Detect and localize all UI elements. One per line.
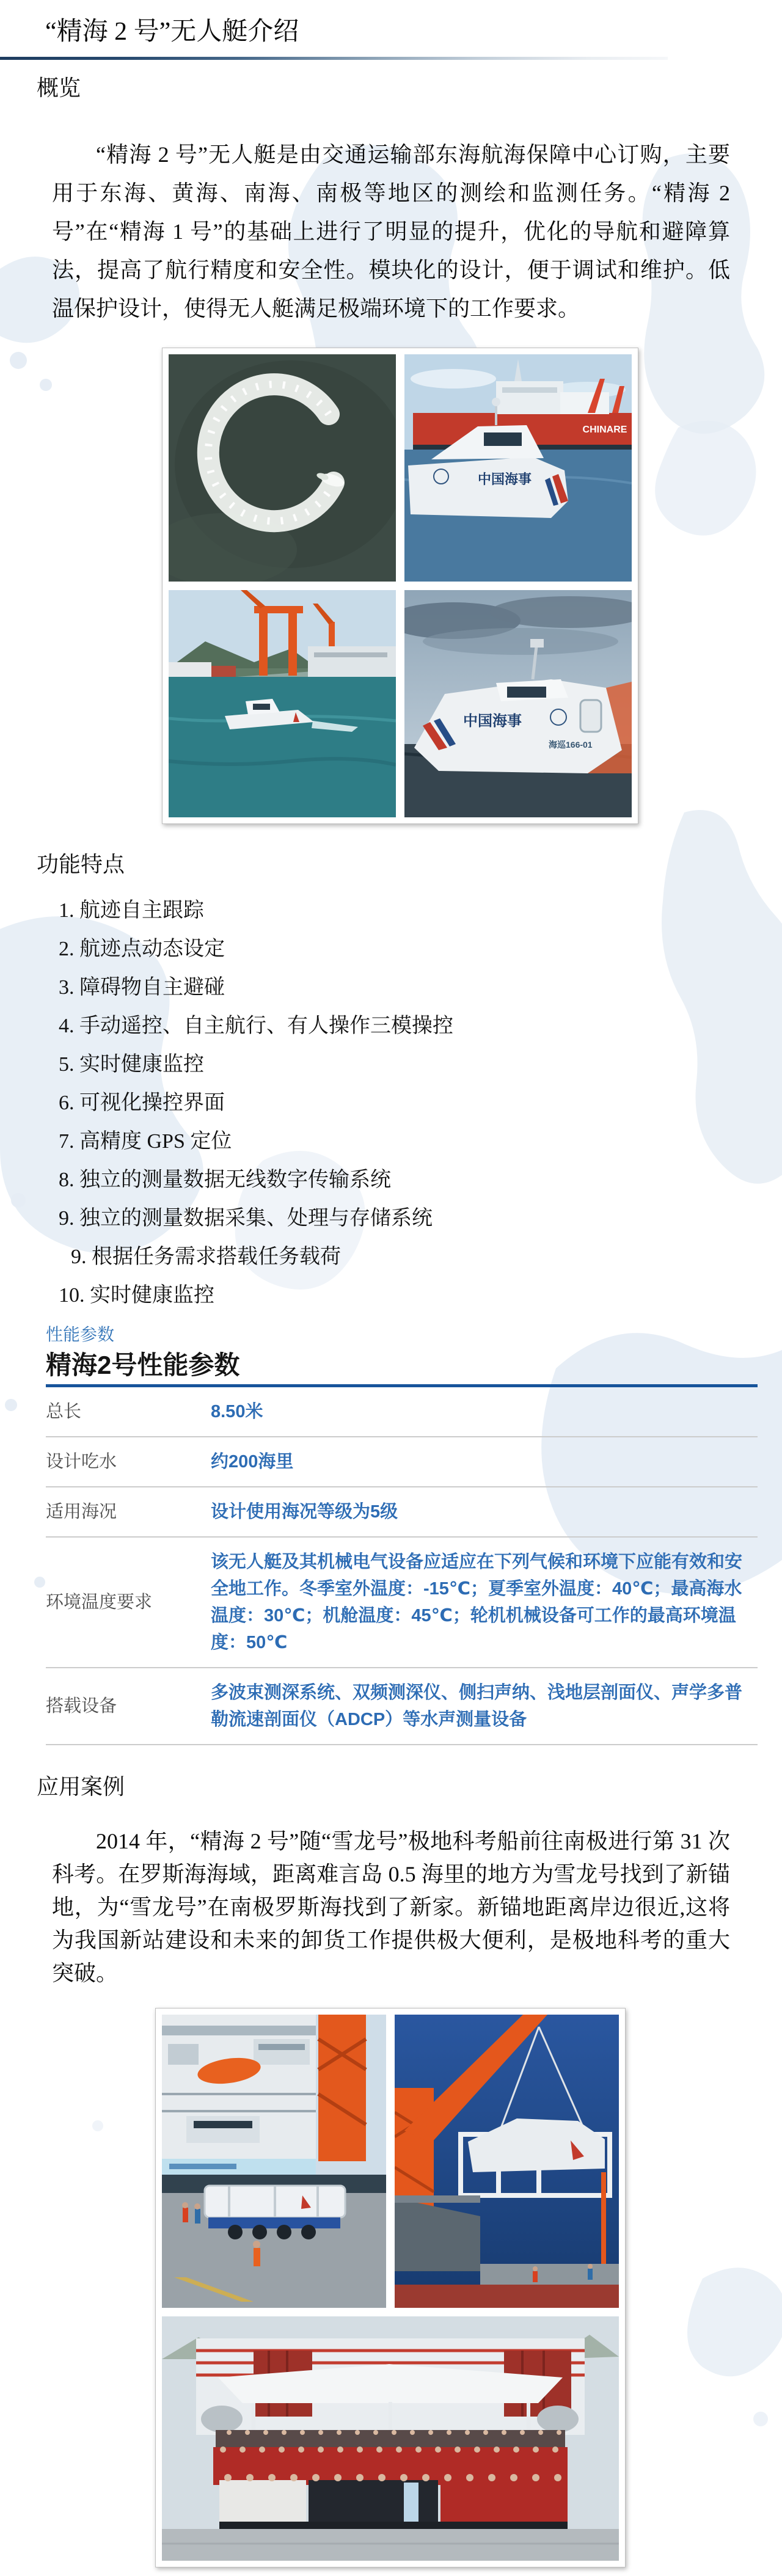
aerial-wake-illustration (169, 354, 396, 582)
table-row (46, 1668, 758, 1745)
photo-harbor-trial (169, 590, 396, 817)
features-heading: 功能特点 (37, 852, 125, 877)
feature-item: 2. 航迹点动态设定 (59, 938, 225, 960)
spec-label: 搭载设备 (46, 1696, 117, 1716)
maritime-label: 中国海事 (463, 713, 522, 729)
usv-xuelong-illustration (404, 354, 632, 582)
feature-item: 1. 航迹自主跟踪 (59, 899, 204, 922)
feature-item: 8. 独立的测量数据无线数字传输系统 (59, 1169, 391, 1191)
spec-value: 约200海里 (211, 1452, 294, 1472)
features-list (59, 891, 782, 1315)
spec-label: 总长 (46, 1402, 82, 1421)
spec-value: 8.50米 (211, 1402, 263, 1421)
table-row (46, 1437, 758, 1487)
feature-item: 3. 障碍物自主避碰 (59, 976, 225, 999)
page-title: “精海 2 号”无人艇介绍 (45, 18, 299, 46)
photo-expedition-group (162, 2316, 619, 2561)
crowd-red-jackets (440, 2480, 568, 2524)
title-divider (0, 57, 668, 60)
photo-aerial-circular-wake (169, 354, 396, 582)
hull-number-label: 海巡166-01 (549, 740, 593, 750)
usv-sea-illustration (404, 590, 632, 817)
crowd-white-uniforms (219, 2480, 306, 2524)
photo-crane-hoisting (395, 2015, 619, 2308)
feature-item: 10. 实时健康监控 (59, 1284, 214, 1307)
specs-table-title: 精海2号性能参数 (46, 1351, 240, 1379)
feature-item: 9. 根据任务需求搭载任务载荷 (71, 1246, 341, 1268)
dockside-illustration (162, 2015, 386, 2308)
crowd-dark-suits (309, 2480, 438, 2524)
gallery-top-card (162, 348, 638, 824)
chinare-label: CHINARE (582, 425, 627, 435)
spec-value: 该无人艇及其机械电气设备应适应在下列气候和环境下应能有效和安全地工作。冬季室外温度：-15℃；夏季室外温度：40℃；最高海水温度：30℃；机舱温度：45℃；轮机机械设备可工作的最高环境温度：50℃ (211, 1552, 743, 1652)
feature-item: 5. 实时健康监控 (59, 1053, 204, 1076)
usv-hull (408, 457, 568, 518)
application-paragraph: 2014 年，“精海 2 号”随“雪龙号”极地科考船前往南极进行第 31 次科考。在罗斯海海域，距离难言岛 0.5 海里的地方为雪龙号找到了新锚地，为“雪龙号”在南极罗斯海找到了新家。新锚地距离岸边很近,这将为我国新站建设和未来的卸货工作提供极大便利，是极地科考的重大突破。 (52, 1829, 730, 1985)
maritime-label: 中国海事 (478, 472, 532, 487)
feature-item: 4. 手动遥控、自主航行、有人操作三模操控 (59, 1015, 453, 1037)
feature-item: 6. 可视化操控界面 (59, 1092, 225, 1114)
table-row (46, 1487, 758, 1538)
overview-paragraph: “精海 2 号”无人艇是由交通运输部东海航海保障中心订购，主要用于东海、黄海、南海、南极等地区的测绘和监测任务。“精海 2 号”在“精海 1 号”的基础上进行了明显的提升，优化的导航和避障算法，提高了航行精度和安全性。模块化的设计，便于调试和维护。低温保护设计，使得无人艇满足极端环境下的工作要求。 (52, 142, 730, 321)
photo-dockside-loading (162, 2015, 386, 2308)
table-row (46, 1538, 758, 1668)
specs-anchor-link[interactable]: 性能参数 (46, 1325, 115, 1344)
feature-item: 9. 独立的测量数据采集、处理与存储系统 (59, 1207, 433, 1230)
spec-label: 环境温度要求 (46, 1593, 153, 1612)
spec-label: 适用海况 (46, 1502, 117, 1522)
spec-value: 设计使用海况等级为5级 (211, 1502, 398, 1522)
crane-column (318, 2015, 366, 2161)
feature-item: 7. 高精度 GPS 定位 (59, 1130, 232, 1153)
harbor-illustration (169, 590, 396, 817)
group-photo-illustration (162, 2316, 619, 2561)
photo-usv-at-sea (404, 590, 632, 817)
gallery-bottom-card (155, 2008, 626, 2567)
spec-label: 设计吃水 (46, 1452, 117, 1472)
specs-table (46, 1384, 758, 1745)
hoisting-illustration (395, 2015, 619, 2308)
overview-heading: 概览 (37, 76, 81, 100)
application-heading: 应用案例 (37, 1775, 125, 1799)
spec-value: 多波束测深系统、双频测深仪、侧扫声纳、浅地层剖面仪、声学多普勒流速剖面仪（ADCP）等水声测量设备 (211, 1683, 743, 1729)
photo-usv-with-xuelong (404, 354, 632, 582)
table-row (46, 1387, 758, 1437)
